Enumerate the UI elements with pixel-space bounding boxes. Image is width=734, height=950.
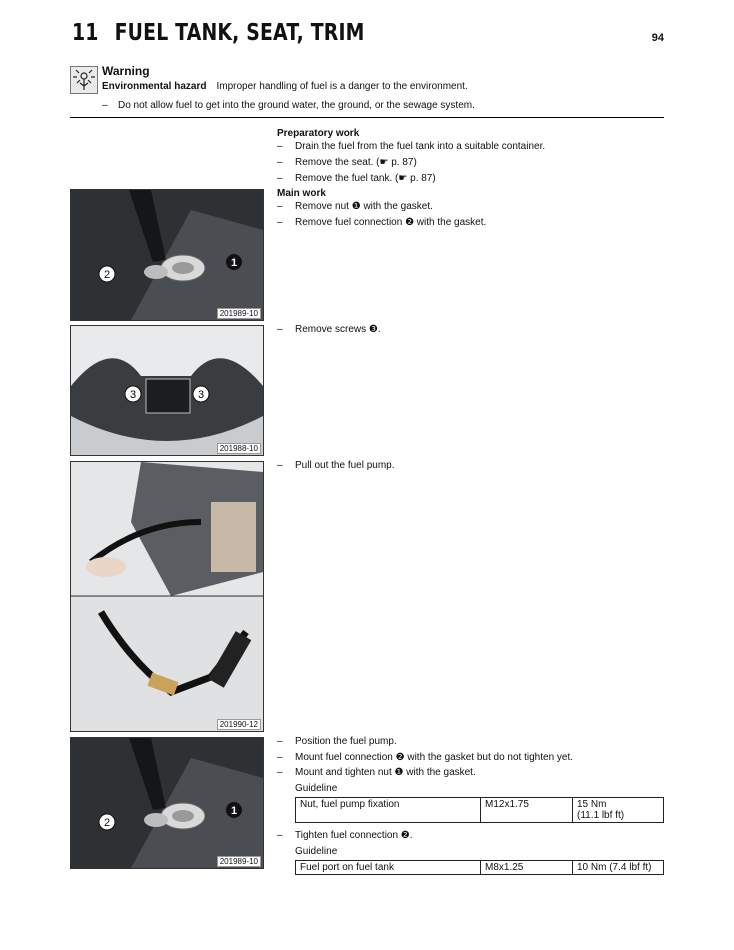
- chapter-title: FUEL TANK, SEAT, TRIM: [114, 20, 365, 46]
- callout-2: 2: [103, 269, 111, 281]
- chapter-heading: [72, 20, 365, 46]
- dash: –: [102, 100, 108, 111]
- prep-step: – Remove the fuel tank. (☛ p. 87): [277, 173, 436, 184]
- warning-title: Warning: [102, 64, 150, 78]
- preparatory-heading: Preparatory work: [277, 128, 360, 139]
- table-row: [296, 798, 664, 823]
- chapter-number: 11: [72, 20, 99, 46]
- figure-fuel-pump-removed: [70, 461, 264, 732]
- table-cell: 10 Nm (7.4 lbf ft): [573, 861, 664, 875]
- figure-fuel-pump-screws: [70, 325, 264, 456]
- main-step: – Mount fuel connection ❷ with the gasket but do not tighten yet.: [277, 752, 574, 763]
- main-step: – Remove nut ❶ with the gasket.: [277, 201, 433, 212]
- page-number: 94: [651, 32, 664, 44]
- table-row: [296, 861, 664, 875]
- callout-1: 1: [230, 257, 238, 269]
- figure-code: 201988-10: [217, 443, 261, 454]
- main-step: – Remove fuel connection ❷ with the gasket.: [277, 217, 487, 228]
- table-cell: M12x1.75: [481, 798, 573, 823]
- main-heading: Main work: [277, 188, 326, 199]
- guideline-label: Guideline: [295, 846, 338, 857]
- callout-3: 3: [197, 389, 205, 401]
- table-cell: Fuel port on fuel tank: [296, 861, 481, 875]
- torque-table: [295, 797, 664, 823]
- warning-bullet: [102, 100, 475, 111]
- callout-1: 1: [230, 805, 238, 817]
- callout-3: 3: [129, 389, 137, 401]
- figure-code: 201990-12: [217, 719, 261, 730]
- main-step: – Mount and tighten nut ❶ with the gasket.: [277, 767, 476, 778]
- torque-table: [295, 860, 664, 875]
- main-step: – Pull out the fuel pump.: [277, 460, 395, 471]
- divider: [70, 117, 664, 118]
- main-step: – Remove screws ❸.: [277, 324, 381, 335]
- figure-code: 201989-10: [217, 856, 261, 867]
- environment-warning-icon: [70, 66, 98, 94]
- table-cell: Nut, fuel pump fixation: [296, 798, 481, 823]
- warning-label: Environmental hazard: [102, 81, 207, 92]
- prep-step: – Drain the fuel from the fuel tank into a suitable container.: [277, 141, 546, 152]
- warning-line: [102, 81, 468, 92]
- table-cell: M8x1.25: [481, 861, 573, 875]
- table-cell: 15 Nm (11.1 lbf ft): [573, 798, 664, 823]
- main-step: – Position the fuel pump.: [277, 736, 397, 747]
- prep-step: – Remove the seat. (☛ p. 87): [277, 157, 417, 168]
- warning-text: Improper handling of fuel is a danger to the environment.: [216, 81, 468, 92]
- main-step: – Tighten fuel connection ❷.: [277, 830, 413, 841]
- figure-code: 201989-10: [217, 308, 261, 319]
- figure-fuel-tank-nut: [70, 189, 264, 321]
- guideline-label: Guideline: [295, 783, 338, 794]
- figure-fuel-tank-nut-mount: [70, 737, 264, 869]
- warning-bullet-text: Do not allow fuel to get into the ground water, the ground, or the sewage system.: [118, 100, 475, 111]
- callout-2: 2: [103, 817, 111, 829]
